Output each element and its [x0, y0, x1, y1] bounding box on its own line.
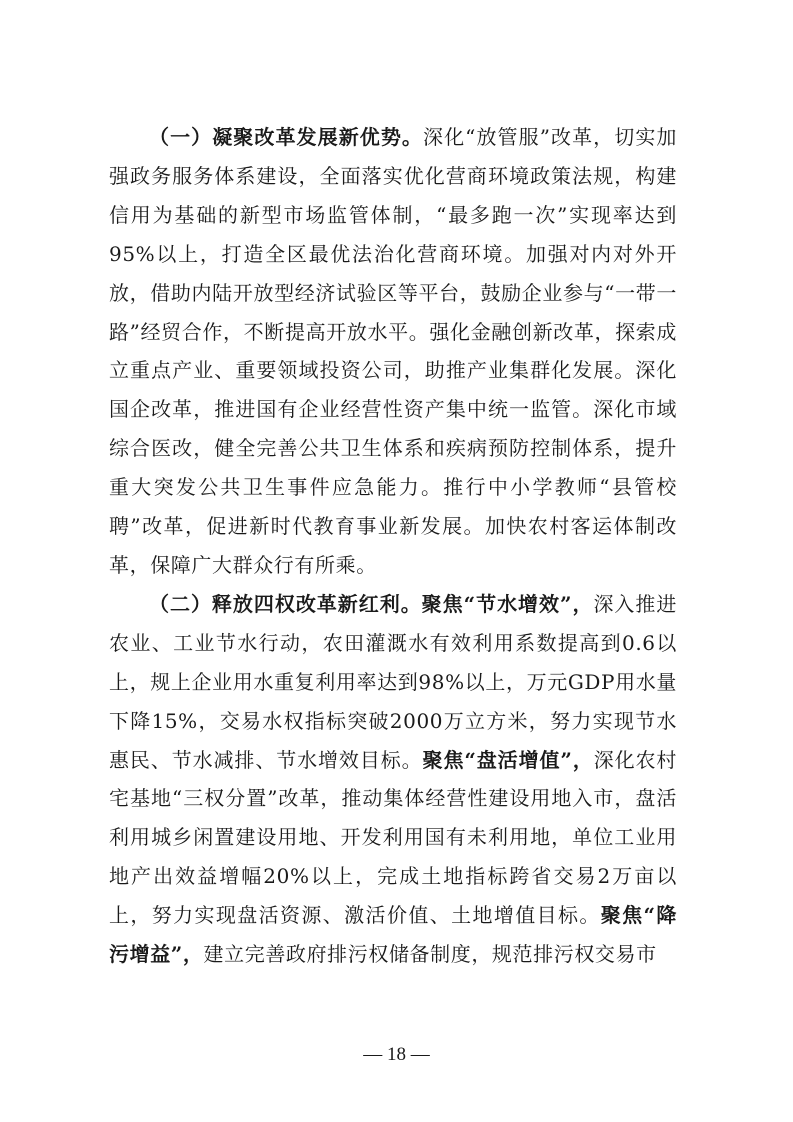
focus-water-saving-label: 聚焦“节水增效”，: [421, 591, 594, 616]
page-number: — 18 —: [363, 1044, 430, 1065]
section-heading-2: （二）释放四权改革新红利。: [149, 591, 422, 616]
land-revitalization-text: 深化农村宅基地“三权分置”改革，推动集体经营性建设用地入市，盘活利用城乡闲置建设用地、开发利用国有未利用地，单位工业用地产出效益增幅20%以上，完成土地指标跨省交易2万亩以上，努力实现盘活资源、激活价值、土地增值目标。: [109, 747, 677, 928]
paragraph-reform-advantages: [109, 118, 677, 585]
paragraph-text-1: 深化“放管服”改革，切实加强政务服务体系建设，全面落实优化营商环境政策法规，构建信用为基础的新型市场监管体制，“最多跑一次”实现率达到95%以上，打造全区最优法治化营商环境。加强对内对外开放，借助内陆开放型经济试验区等平台，鼓励企业参与“一带一路”经贸合作，不断提高开放水平。强化金融创新改革，探索成立重点产业、重要领域投资公司，助推产业集群化发展。深化国企改革，推进国有企业经营性资产集中统一监管。深化市域综合医改，健全完善公共卫生体系和疾病预防控制体系，提升重大突发公共卫生事件应急能力。推行中小学教师“县管校聘”改革，促进新时代教育事业新发展。加快农村客运体制改革，保障广大群众行有所乘。: [109, 125, 677, 577]
paragraph-four-rights-reform: [109, 585, 677, 974]
section-heading-1: （一）凝聚改革发展新优势。: [149, 125, 424, 149]
focus-land-revitalization-label: 聚焦“盘活增值”，: [422, 747, 594, 772]
water-saving-text: 深入推进农业、工业节水行动，农田灌溉水有效利用系数提高到0.6以上，规上企业用水重复利用率达到98%以上，万元GDP用水量下降15%，交易水权指标突破2000万立方米，努力实现节水惠民、节水减排、节水增效目标。: [109, 591, 677, 772]
focus-pollution-reduction-label: 聚焦“降污增益”，: [109, 903, 677, 967]
body-text: [109, 118, 677, 974]
pollution-reduction-text: 建立完善政府排污权储备制度，规范排污权交易市: [203, 942, 657, 967]
